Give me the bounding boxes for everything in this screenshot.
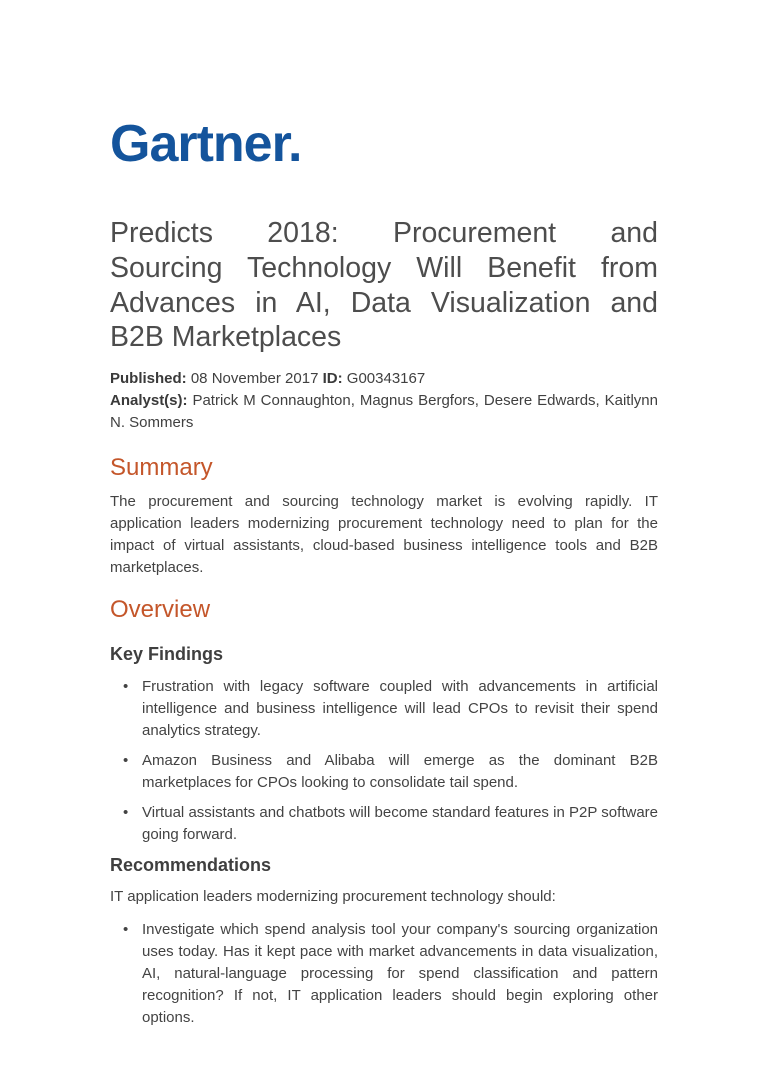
document-id: G00343167 [346,370,426,388]
analysts-label: Analyst(s): [110,392,188,410]
id-label: ID: [322,370,343,388]
recommendations-intro: IT application leaders modernizing procurement technology should: [110,888,556,906]
published-date: 08 November 2017 [190,370,319,388]
analysts-line [110,390,658,434]
key-finding-item: • Virtual assistants and chatbots will become standard features in P2P software going forward. [110,802,658,846]
key-finding-item: • Amazon Business and Alibaba will emerge as the dominant B2B marketplaces for CPOs looking to consolidate tail spend. [110,750,658,794]
recommendations-list [110,919,658,1029]
summary-heading: Summary [110,454,213,482]
summary-body: The procurement and sourcing technology market is evolving rapidly. IT application leaders modernizing procurement technology need to plan for the impact of virtual assistants, cloud-based business intelligence tools and B2B marketplaces. [110,493,658,577]
gartner-logo: Gartner. [110,115,302,173]
published-label: Published: [110,370,187,388]
published-line [110,368,658,390]
key-finding-item: • Frustration with legacy software coupled with advancements in artificial intelligence and business intelligence will lead CPOs to revisit their spend analytics strategy. [110,676,658,742]
analysts-names: Patrick M Connaughton, Magnus Bergfors, Desere Edwards, Kaitlynn N. Sommers [110,392,658,432]
key-findings-heading: Key Findings [110,644,224,665]
page-title-line: Sourcing Technology Will Benefit from [110,251,658,284]
recommendations-heading: Recommendations [110,855,272,876]
page-title-line: B2B Marketplaces [110,321,342,354]
recommendation-item: • Investigate which spend analysis tool your company's sourcing organization uses today. Has it kept pace with market advancements in data visualization, AI, natural-language processing for spend classification and pattern recognition? If not, IT application leaders should begin exploring other options. [110,919,658,1029]
key-findings-list [110,676,658,846]
overview-heading: Overview [110,596,211,624]
page-title [110,216,658,355]
page-title-line: Predicts 2018: Procurement and [110,217,658,249]
page-title-line: Advances in AI, Data Visualization and [110,286,658,319]
